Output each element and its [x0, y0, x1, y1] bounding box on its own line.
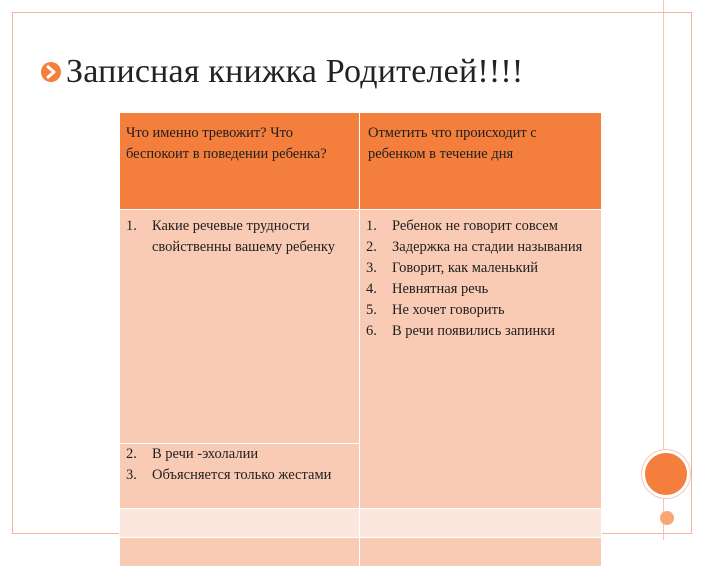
- table-row-empty: [120, 509, 602, 538]
- decorative-circle-small: [660, 511, 674, 525]
- list-item-text: В речи появились запинки: [392, 323, 556, 339]
- list-item: [360, 216, 601, 237]
- header-text-observations: Отметить что происходит с ребенком в течение дня: [368, 125, 537, 162]
- list-item-text: Невнятная речь: [392, 281, 489, 297]
- slide-title: Записная книжка Родителей!!!!: [66, 53, 524, 90]
- list-item-number: 3.: [126, 467, 137, 483]
- list-item: [360, 300, 601, 321]
- list-item: [120, 216, 359, 258]
- list-item-text: Какие речевые трудности свойственны вашему ребенку: [152, 218, 335, 255]
- list-item-text: В речи -эхолалии: [152, 446, 259, 462]
- list-item: [360, 321, 601, 342]
- bullet-icon: [38, 59, 64, 85]
- list-item: [360, 279, 601, 300]
- empty-cell: [360, 538, 602, 567]
- empty-cell: [360, 509, 602, 538]
- list-item-text: Не хочет говорить: [392, 302, 505, 318]
- list-item-number: 2.: [366, 239, 377, 255]
- list-item-text: Ребенок не говорит совсем: [392, 218, 558, 234]
- concerns-list-bottom: [120, 444, 359, 486]
- table-header-row: [120, 113, 602, 210]
- observations-list: [360, 210, 601, 342]
- empty-cell: [120, 538, 360, 567]
- header-text-concerns: Что именно тревожит? Что беспокоит в поведении ребенка?: [126, 125, 327, 162]
- list-item-text: Объясняется только жестами: [152, 467, 332, 483]
- list-item-number: 5.: [366, 302, 377, 318]
- list-item-number: 6.: [366, 323, 377, 339]
- decorative-circle-large: [642, 450, 690, 498]
- list-item-text: Задержка на стадии называния: [392, 239, 583, 255]
- list-item-number: 2.: [126, 446, 137, 462]
- list-item-number: 3.: [366, 260, 377, 276]
- concerns-cell-bottom: [120, 444, 360, 509]
- observations-cell: [360, 210, 602, 509]
- empty-cell: [120, 509, 360, 538]
- list-item-number: 1.: [366, 218, 377, 234]
- slide-title-row: [38, 48, 523, 96]
- list-item: [120, 444, 359, 465]
- header-cell-concerns: [120, 113, 360, 210]
- concerns-list-top: [120, 210, 359, 258]
- list-item-number: 4.: [366, 281, 377, 297]
- list-item-number: 1.: [126, 218, 137, 234]
- list-item-text: Говорит, как маленький: [392, 260, 539, 276]
- table-row-empty: [120, 538, 602, 567]
- notebook-table: [119, 112, 602, 567]
- header-cell-observations: [360, 113, 602, 210]
- list-item: [120, 465, 359, 486]
- concerns-cell-top: [120, 210, 360, 444]
- list-item: [360, 258, 601, 279]
- table-row: [120, 210, 602, 444]
- list-item: [360, 237, 601, 258]
